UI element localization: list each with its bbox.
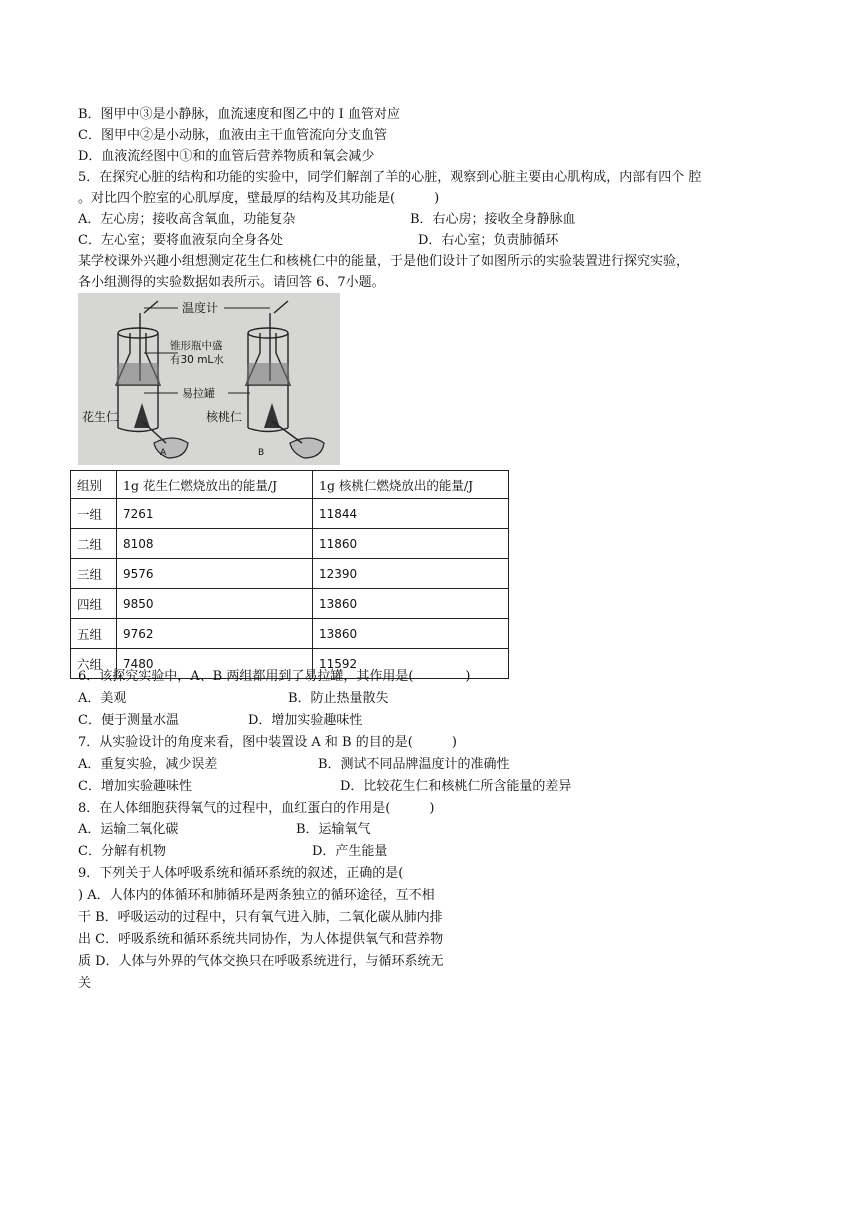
q5-option-a: A．左心房；接收高含氧血，功能复杂 bbox=[78, 212, 296, 227]
q6-option-d: D．增加实验趣味性 bbox=[248, 713, 363, 728]
q8-option-c: C．分解有机物 bbox=[78, 844, 166, 859]
group-cell: 三组 bbox=[71, 559, 117, 589]
table-row bbox=[71, 499, 509, 529]
group-cell: 一组 bbox=[71, 499, 117, 529]
q8-option-d: D．产生能量 bbox=[312, 844, 388, 859]
q7-stem: 7．从实验设计的角度来看，图中装置设 A 和 B 的目的是( ) bbox=[78, 735, 457, 750]
table-row bbox=[71, 589, 509, 619]
q9-line: 关 bbox=[78, 976, 92, 991]
peanut-energy-cell: 9576 bbox=[117, 559, 313, 589]
walnut-energy-cell: 12390 bbox=[313, 559, 509, 589]
peanut-energy-cell: 9850 bbox=[117, 589, 313, 619]
thermometer-label: 温度计 bbox=[182, 301, 219, 315]
q9-line: 出 C．呼吸系统和循环系统共同协作，为人体提供氧气和营养物 bbox=[78, 932, 444, 947]
q6-option-b: B．防止热量散失 bbox=[288, 691, 389, 706]
walnut-energy-cell: 11860 bbox=[313, 529, 509, 559]
walnut-energy-cell: 13860 bbox=[313, 589, 509, 619]
group-cell: 六组 bbox=[71, 649, 117, 679]
left-flask-water bbox=[116, 363, 160, 385]
header-peanut-energy: 1g 花生仁燃烧放出的能量/J bbox=[117, 471, 313, 499]
q8-stem: 8．在人体细胞获得氧气的过程中，血红蛋白的作用是( ) bbox=[78, 801, 435, 816]
q5-option-b: B．右心房；接收全身静脉血 bbox=[410, 212, 576, 227]
q9-line: 9．下列关于人体呼吸系统和循环系统的叙述，正确的是( bbox=[78, 866, 404, 881]
q6-option-c: C．便于测量水温 bbox=[78, 713, 179, 728]
right-hand bbox=[290, 438, 324, 458]
q8-option-a: A．运输二氧化碳 bbox=[78, 822, 179, 837]
walnut-energy-cell: 11592 bbox=[313, 649, 509, 679]
can-label: 易拉罐 bbox=[182, 387, 215, 400]
q9-line: 质 D．人体与外界的气体交换只在呼吸系统进行，与循环系统无 bbox=[78, 954, 444, 969]
peanut-energy-cell: 7261 bbox=[117, 499, 313, 529]
q7-option-a: A．重复实验，减少误差 bbox=[78, 757, 218, 772]
energy-data-table bbox=[70, 470, 509, 679]
q5-option-d: D．右心室；负责肺循环 bbox=[418, 233, 559, 248]
flask-label-1: 锥形瓶中盛 bbox=[170, 340, 223, 352]
intro-line1: 某学校课外兴趣小组想测定花生仁和核桃仁中的能量，于是他们设计了如图所示的实验装置进行探究实验， bbox=[78, 254, 690, 269]
group-cell: 四组 bbox=[71, 589, 117, 619]
intro-line2: 各小组测得的实验数据如表所示。请回答 6、7小题。 bbox=[78, 275, 385, 290]
apparatus-b-tag: B bbox=[258, 448, 265, 458]
table-header-row bbox=[71, 471, 509, 499]
peanut-label: 花生仁 bbox=[82, 410, 119, 424]
group-cell: 二组 bbox=[71, 529, 117, 559]
q8-option-b: B．运输氧气 bbox=[296, 822, 371, 837]
walnut-energy-cell: 13860 bbox=[313, 619, 509, 649]
table-row bbox=[71, 619, 509, 649]
flask-label-2: 有30 mL水 bbox=[170, 354, 224, 366]
left-flame bbox=[134, 403, 150, 428]
q5-stem-line1: 5．在探究心脏的结构和功能的实验中，同学们解剖了羊的心脏，观察到心脏主要由心肌构成，内部有四个 腔 bbox=[78, 170, 702, 185]
table-row bbox=[71, 559, 509, 589]
peanut-energy-cell: 8108 bbox=[117, 529, 313, 559]
peanut-energy-cell: 7480 bbox=[117, 649, 313, 679]
q6-option-a: A．美观 bbox=[78, 691, 127, 706]
header-walnut-energy: 1g 核桃仁燃烧放出的能量/J bbox=[313, 471, 509, 499]
right-flask-water bbox=[246, 363, 290, 385]
q7-option-b: B．测试不同品牌温度计的准确性 bbox=[318, 757, 510, 772]
prev-option-c: C．图甲中②是小动脉，血液由主干血管流向分支血管 bbox=[78, 128, 387, 143]
prev-option-b: B．图甲中③是小静脉，血流速度和图乙中的 Ⅰ 血管对应 bbox=[78, 107, 400, 122]
q5-stem-line2: 。对比四个腔室的心肌厚度，壁最厚的结构及其功能是( ) bbox=[78, 191, 440, 206]
q7-option-c: C．增加实验趣味性 bbox=[78, 779, 192, 794]
table-row bbox=[71, 529, 509, 559]
experiment-apparatus-drawing bbox=[78, 293, 340, 465]
q6-stem: 6．该探究实验中，A、B 两组都用到了易拉罐，其作用是( ) bbox=[78, 669, 471, 684]
walnut-energy-cell: 11844 bbox=[313, 499, 509, 529]
walnut-label: 核桃仁 bbox=[206, 410, 243, 424]
q9-line: ) A．人体内的体循环和肺循环是两条独立的循环途径，互不相 bbox=[78, 888, 435, 903]
q7-option-d: D．比较花生仁和核桃仁所含能量的差异 bbox=[340, 779, 572, 794]
group-cell: 五组 bbox=[71, 619, 117, 649]
peanut-energy-cell: 9762 bbox=[117, 619, 313, 649]
header-group: 组别 bbox=[71, 471, 117, 499]
q5-option-c: C．左心室；要将血液泵向全身各处 bbox=[78, 233, 283, 248]
q9-line: 干 B．呼吸运动的过程中，只有氧气进入肺，二氧化碳从肺内排 bbox=[78, 910, 443, 925]
prev-option-d: D．血液流经图中①和的血管后营养物质和氧会减少 bbox=[78, 149, 375, 164]
apparatus-a-tag: A bbox=[160, 448, 167, 458]
experiment-figure bbox=[78, 293, 340, 465]
